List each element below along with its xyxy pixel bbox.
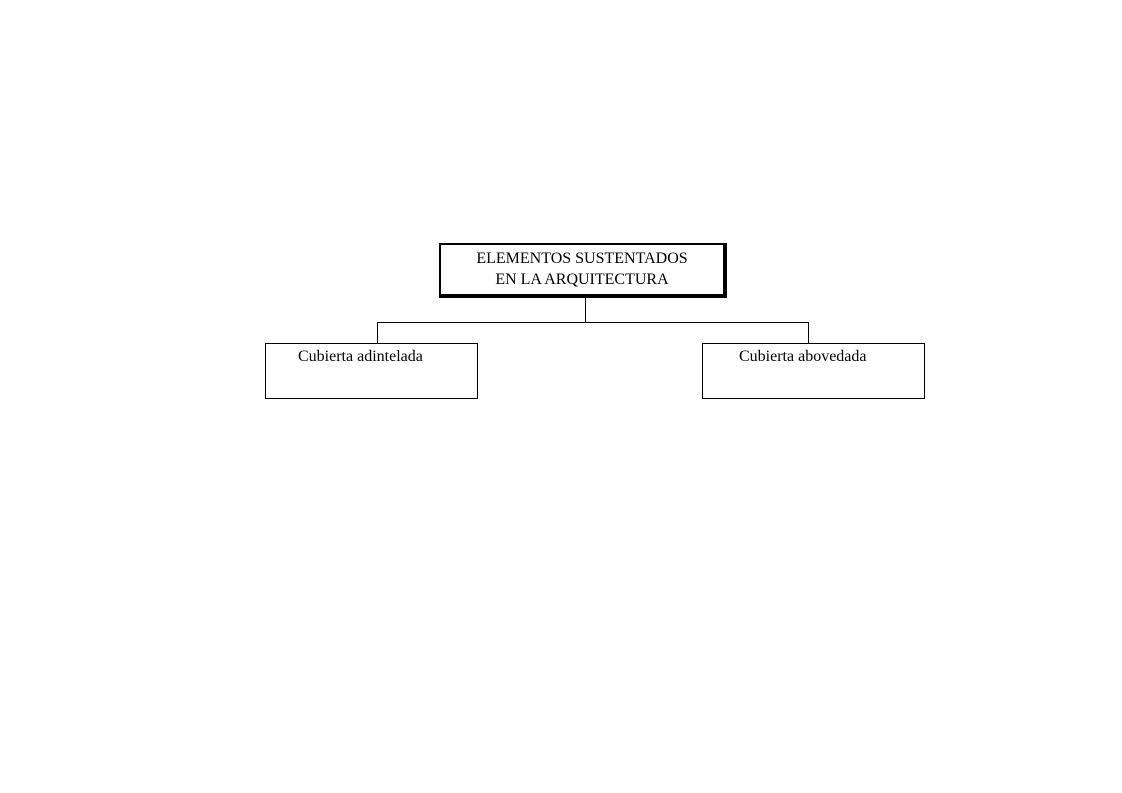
child-node-label: Cubierta adintelada xyxy=(298,348,423,365)
child-node-cubierta-abovedada xyxy=(702,343,925,399)
connector-horizontal-bar xyxy=(377,322,809,323)
root-node-line-1: ELEMENTOS SUSTENTADOS xyxy=(476,250,688,267)
root-node-line-2: EN LA ARQUITECTURA xyxy=(495,271,669,288)
child-node-label: Cubierta abovedada xyxy=(739,348,867,365)
connector-root-stem xyxy=(585,298,586,323)
root-node xyxy=(439,243,727,298)
child-node-cubierta-adintelada xyxy=(265,343,478,399)
